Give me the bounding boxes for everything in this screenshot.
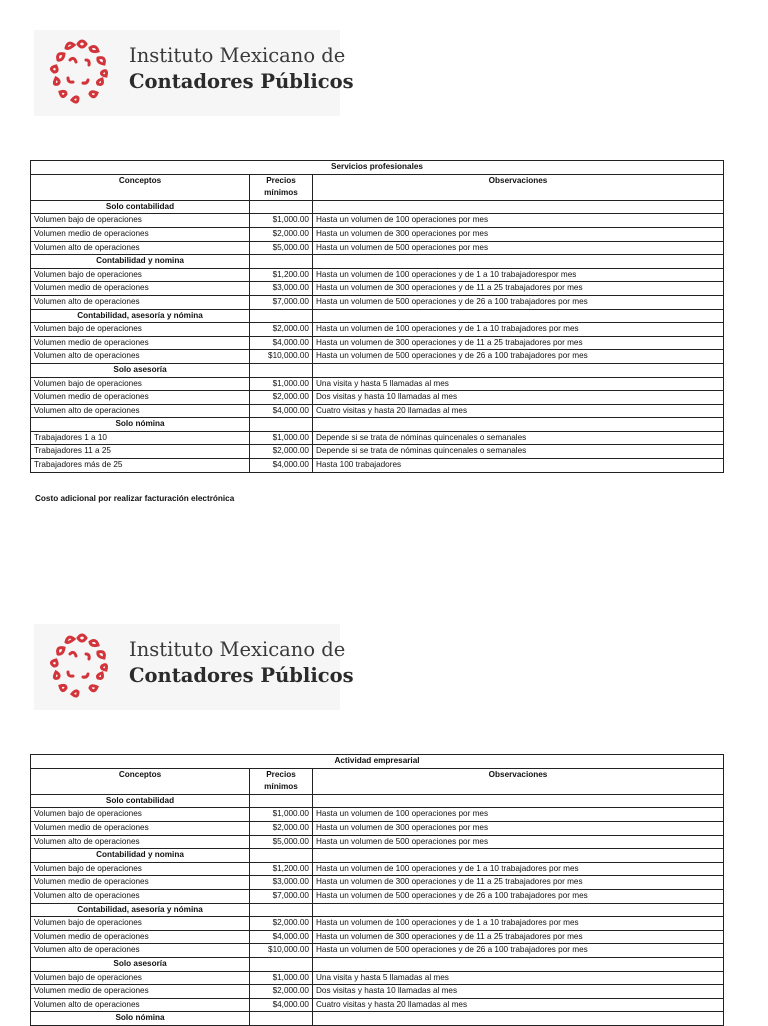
concept-cell: Trabajadores 11 a 25 — [31, 445, 250, 459]
section-row — [31, 363, 724, 377]
observation-cell: Hasta un volumen de 300 operaciones por mes — [313, 821, 724, 835]
table-row — [31, 336, 724, 350]
observation-cell: Depende si se trata de nóminas quincenales o semanales — [313, 445, 724, 459]
observation-cell: Hasta un volumen de 300 operaciones y de 11 a 25 trabajadores por mes — [313, 930, 724, 944]
section-name: Contabilidad y nomina — [31, 255, 250, 269]
section-row — [31, 957, 724, 971]
observation-cell: Hasta un volumen de 100 operaciones por mes — [313, 808, 724, 822]
institute-logo — [34, 30, 354, 116]
table-title: Actividad empresarial — [31, 755, 724, 769]
table-title-row — [31, 755, 724, 769]
table-header-row — [31, 768, 724, 794]
section-row — [31, 309, 724, 323]
concept-cell: Volumen bajo de operaciones — [31, 323, 250, 337]
observation-cell: Hasta un volumen de 500 operaciones y de 26 a 100 trabajadores por mes — [313, 295, 724, 309]
price-cell: $4,000.00 — [250, 336, 313, 350]
price-cell: $3,000.00 — [250, 282, 313, 296]
section-row — [31, 903, 724, 917]
section-price-empty — [250, 1012, 313, 1026]
section-obs-empty — [313, 200, 724, 214]
table-row — [31, 835, 724, 849]
section-price-empty — [250, 957, 313, 971]
concept-cell: Volumen bajo de operaciones — [31, 214, 250, 228]
section-name: Solo nómina — [31, 1012, 250, 1026]
table-row — [31, 930, 724, 944]
price-cell: $1,200.00 — [250, 268, 313, 282]
table-row — [31, 377, 724, 391]
observation-cell: Hasta un volumen de 300 operaciones y de 11 a 25 trabajadores por mes — [313, 336, 724, 350]
institute-name-line2: Contadores Públicos — [129, 664, 354, 687]
section-row — [31, 794, 724, 808]
concept-cell: Trabajadores 1 a 10 — [31, 431, 250, 445]
section-price-empty — [250, 309, 313, 323]
price-cell: $10,000.00 — [250, 944, 313, 958]
table-row — [31, 889, 724, 903]
section-name: Contabilidad, asesoría y nómina — [31, 903, 250, 917]
price-cell: $1,000.00 — [250, 214, 313, 228]
price-cell: $4,000.00 — [250, 998, 313, 1012]
concept-cell: Volumen medio de operaciones — [31, 282, 250, 296]
section-name: Solo asesoría — [31, 363, 250, 377]
section-price-empty — [250, 794, 313, 808]
table-row — [31, 821, 724, 835]
table-row — [31, 214, 724, 228]
observation-cell: Hasta un volumen de 500 operaciones y de 26 a 100 trabajadores por mes — [313, 944, 724, 958]
header-prices — [250, 768, 313, 794]
header-prices-line2: mínimos — [264, 188, 298, 198]
observation-cell: Hasta un volumen de 300 operaciones y de 11 a 25 trabajadores por mes — [313, 876, 724, 890]
price-cell: $1,000.00 — [250, 808, 313, 822]
observation-cell: Hasta un volumen de 100 operaciones y de 1 a 10 trabajadorespor mes — [313, 268, 724, 282]
observation-cell: Hasta un volumen de 300 operaciones por mes — [313, 227, 724, 241]
section-name: Solo nómina — [31, 418, 250, 432]
observation-cell: Hasta un volumen de 300 operaciones y de 11 a 25 trabajadores por mes — [313, 282, 724, 296]
concept-cell: Volumen bajo de operaciones — [31, 971, 250, 985]
section-name: Solo contabilidad — [31, 200, 250, 214]
observation-cell: Hasta un volumen de 500 operaciones por mes — [313, 241, 724, 255]
price-cell: $2,000.00 — [250, 821, 313, 835]
observation-cell: Hasta un volumen de 100 operaciones y de 1 a 10 trabajadores por mes — [313, 862, 724, 876]
concept-cell: Volumen bajo de operaciones — [31, 268, 250, 282]
price-cell: $1,000.00 — [250, 431, 313, 445]
section-obs-empty — [313, 363, 724, 377]
section-obs-empty — [313, 903, 724, 917]
services-table — [30, 160, 724, 473]
institute-name-line1: Instituto Mexicano de — [129, 44, 346, 67]
institute-logo — [34, 624, 354, 710]
header-concepts: Conceptos — [31, 174, 250, 200]
observation-cell: Cuatro visitas y hasta 20 llamadas al mes — [313, 404, 724, 418]
concept-cell: Volumen medio de operaciones — [31, 227, 250, 241]
table-row — [31, 944, 724, 958]
section-price-empty — [250, 849, 313, 863]
table-title: Servicios profesionales — [31, 161, 724, 175]
header-concepts: Conceptos — [31, 768, 250, 794]
concept-cell: Volumen bajo de operaciones — [31, 862, 250, 876]
table-row — [31, 268, 724, 282]
table-row — [31, 459, 724, 473]
table-row — [31, 227, 724, 241]
price-cell: $4,000.00 — [250, 459, 313, 473]
institute-emblem-icon — [40, 628, 120, 706]
concept-cell: Volumen alto de operaciones — [31, 295, 250, 309]
business-activity-table — [30, 754, 724, 1026]
observation-cell: Una visita y hasta 5 llamadas al mes — [313, 377, 724, 391]
table-row — [31, 876, 724, 890]
section-price-empty — [250, 903, 313, 917]
price-cell: $3,000.00 — [250, 876, 313, 890]
concept-cell: Volumen medio de operaciones — [31, 985, 250, 999]
observation-cell: Cuatro visitas y hasta 20 llamadas al mes — [313, 998, 724, 1012]
section-price-empty — [250, 255, 313, 269]
observation-cell: Dos visitas y hasta 10 llamadas al mes — [313, 985, 724, 999]
price-cell: $7,000.00 — [250, 295, 313, 309]
concept-cell: Volumen bajo de operaciones — [31, 808, 250, 822]
table-row — [31, 971, 724, 985]
table-row — [31, 917, 724, 931]
section-name: Solo asesoría — [31, 957, 250, 971]
price-cell: $2,000.00 — [250, 323, 313, 337]
institute-name-line1: Instituto Mexicano de — [129, 638, 346, 661]
concept-cell: Volumen alto de operaciones — [31, 889, 250, 903]
table-row — [31, 391, 724, 405]
section-name: Contabilidad, asesoría y nómina — [31, 309, 250, 323]
section-price-empty — [250, 200, 313, 214]
concept-cell: Volumen alto de operaciones — [31, 944, 250, 958]
price-cell: $2,000.00 — [250, 445, 313, 459]
observation-cell: Hasta 100 trabajadores — [313, 459, 724, 473]
section-row — [31, 849, 724, 863]
concept-cell: Volumen medio de operaciones — [31, 336, 250, 350]
section-obs-empty — [313, 255, 724, 269]
header-prices — [250, 174, 313, 200]
section-obs-empty — [313, 849, 724, 863]
concept-cell: Volumen medio de operaciones — [31, 876, 250, 890]
price-cell: $2,000.00 — [250, 391, 313, 405]
observation-cell: Una visita y hasta 5 llamadas al mes — [313, 971, 724, 985]
price-cell: $1,000.00 — [250, 377, 313, 391]
concept-cell: Volumen medio de operaciones — [31, 930, 250, 944]
table-row — [31, 985, 724, 999]
price-cell: $4,000.00 — [250, 930, 313, 944]
price-cell: $10,000.00 — [250, 350, 313, 364]
table-row — [31, 431, 724, 445]
concept-cell: Volumen medio de operaciones — [31, 821, 250, 835]
table-row — [31, 241, 724, 255]
table-row — [31, 295, 724, 309]
table-row — [31, 350, 724, 364]
concept-cell: Volumen medio de operaciones — [31, 391, 250, 405]
table-row — [31, 862, 724, 876]
observation-cell: Hasta un volumen de 500 operaciones y de 26 a 100 trabajadores por mes — [313, 350, 724, 364]
price-cell: $2,000.00 — [250, 985, 313, 999]
concept-cell: Volumen alto de operaciones — [31, 241, 250, 255]
institute-emblem-icon — [40, 34, 120, 112]
header-prices-line2: mínimos — [264, 782, 298, 792]
table-title-row — [31, 161, 724, 175]
concept-cell: Volumen alto de operaciones — [31, 835, 250, 849]
header-observations: Observaciones — [313, 174, 724, 200]
concept-cell: Volumen bajo de operaciones — [31, 377, 250, 391]
section-name: Contabilidad y nomina — [31, 849, 250, 863]
table-row — [31, 404, 724, 418]
observation-cell: Hasta un volumen de 100 operaciones y de 1 a 10 trabajadores por mes — [313, 917, 724, 931]
observation-cell: Hasta un volumen de 500 operaciones por mes — [313, 835, 724, 849]
concept-cell: Trabajadores más de 25 — [31, 459, 250, 473]
section-obs-empty — [313, 418, 724, 432]
table-row — [31, 998, 724, 1012]
section-row — [31, 418, 724, 432]
institute-name-line2: Contadores Públicos — [129, 70, 354, 93]
header-observations: Observaciones — [313, 768, 724, 794]
price-cell: $4,000.00 — [250, 404, 313, 418]
section-price-empty — [250, 418, 313, 432]
electronic-invoicing-note: Costo adicional por realizar facturación electrónica — [35, 494, 235, 503]
price-cell: $1,200.00 — [250, 862, 313, 876]
observation-cell: Hasta un volumen de 100 operaciones y de 1 a 10 trabajadores por mes — [313, 323, 724, 337]
observation-cell: Dos visitas y hasta 10 llamadas al mes — [313, 391, 724, 405]
table-row — [31, 323, 724, 337]
table-row — [31, 808, 724, 822]
section-obs-empty — [313, 1012, 724, 1026]
observation-cell: Hasta un volumen de 100 operaciones por mes — [313, 214, 724, 228]
section-price-empty — [250, 363, 313, 377]
price-cell: $2,000.00 — [250, 227, 313, 241]
table-header-row — [31, 174, 724, 200]
concept-cell: Volumen bajo de operaciones — [31, 917, 250, 931]
price-cell: $1,000.00 — [250, 971, 313, 985]
price-cell: $7,000.00 — [250, 889, 313, 903]
header-prices-line1: Precios — [266, 769, 296, 779]
price-cell: $5,000.00 — [250, 835, 313, 849]
section-obs-empty — [313, 794, 724, 808]
concept-cell: Volumen alto de operaciones — [31, 350, 250, 364]
price-cell: $2,000.00 — [250, 917, 313, 931]
table-row — [31, 282, 724, 296]
concept-cell: Volumen alto de operaciones — [31, 998, 250, 1012]
section-row — [31, 1012, 724, 1026]
concept-cell: Volumen alto de operaciones — [31, 404, 250, 418]
section-row — [31, 255, 724, 269]
observation-cell: Hasta un volumen de 500 operaciones y de 26 a 100 trabajadores por mes — [313, 889, 724, 903]
header-prices-line1: Precios — [266, 175, 296, 185]
section-row — [31, 200, 724, 214]
observation-cell: Depende si se trata de nóminas quincenales o semanales — [313, 431, 724, 445]
section-name: Solo contabilidad — [31, 794, 250, 808]
price-cell: $5,000.00 — [250, 241, 313, 255]
section-obs-empty — [313, 957, 724, 971]
table-row — [31, 445, 724, 459]
section-obs-empty — [313, 309, 724, 323]
